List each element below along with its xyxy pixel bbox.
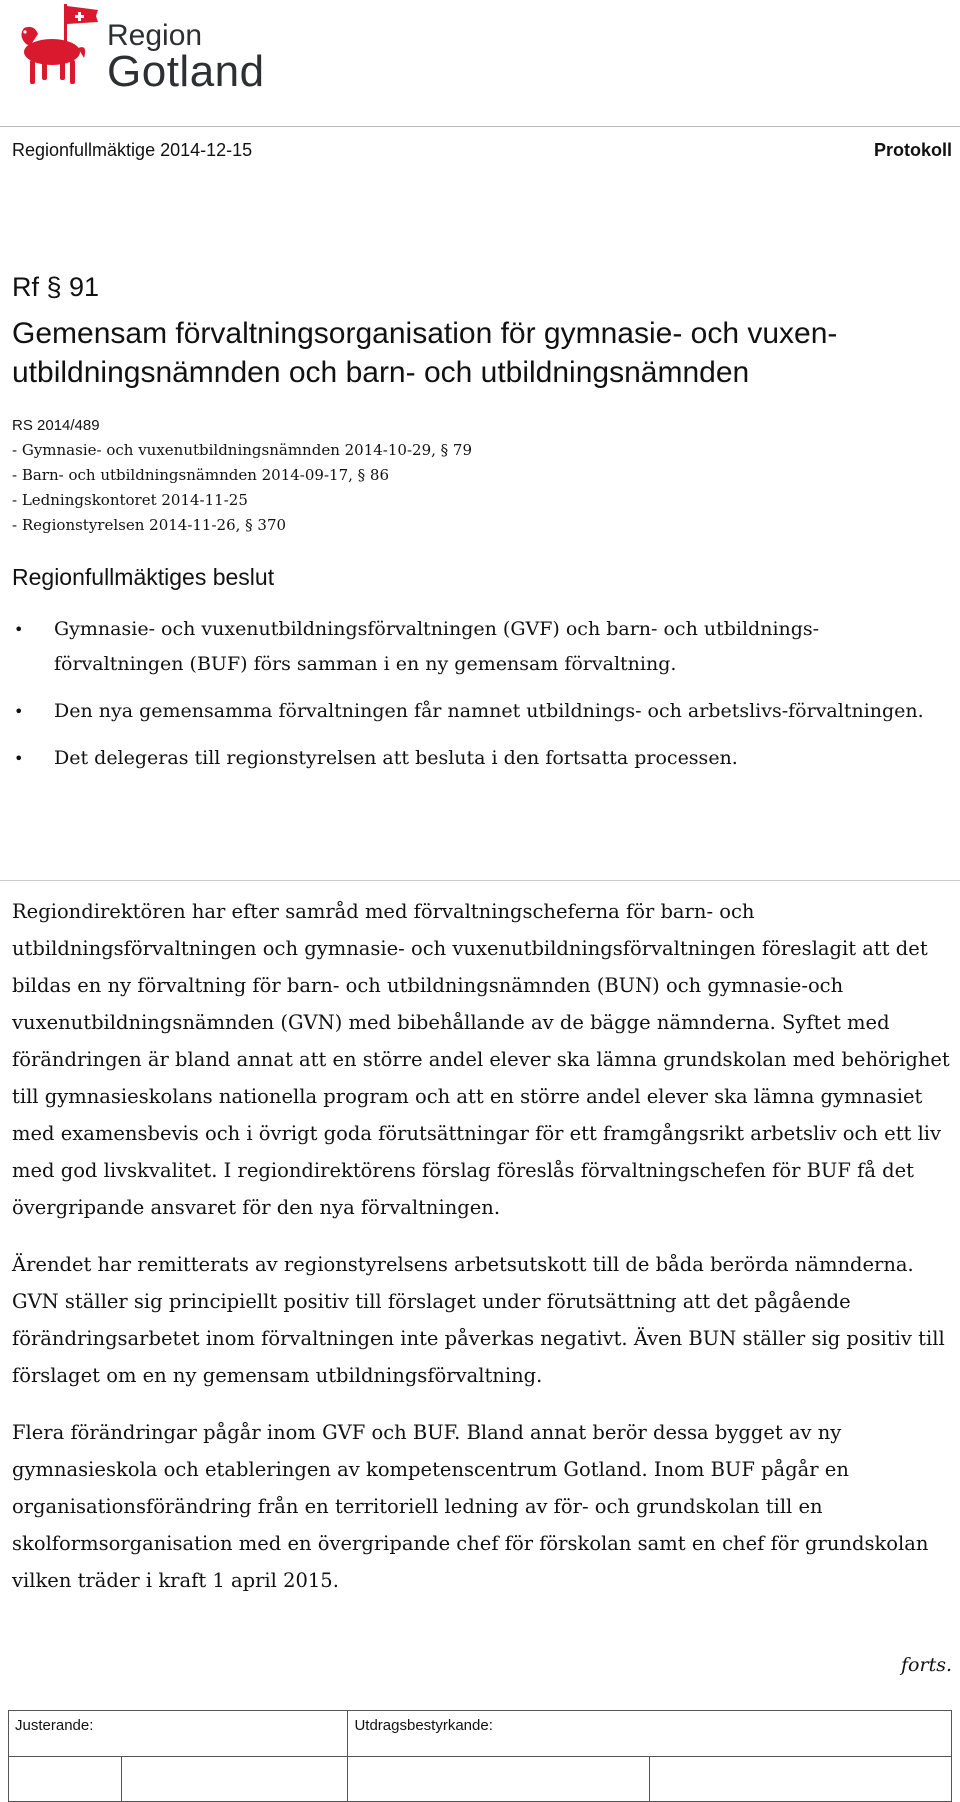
decision-list <box>12 612 942 788</box>
signature-cell <box>650 1757 952 1802</box>
decision-text: Det delegeras till regionstyrelsen att besluta i den fortsatta processen. <box>54 747 738 769</box>
bullet-icon: • <box>14 749 24 768</box>
decision-item <box>12 612 942 682</box>
gotland-ram-emblem-icon <box>12 0 102 90</box>
decision-text: Den nya gemensamma förvaltningen får namnet utbildnings- och arbetslivs-förvaltningen. <box>54 700 924 722</box>
body-text <box>12 893 952 1619</box>
utdrag-cell <box>348 1711 952 1757</box>
reference-item: - Ledningskontoret 2014-11-25 <box>12 491 248 509</box>
meeting-date: Regionfullmäktige 2014-12-15 <box>12 140 253 160</box>
paragraph: Ärendet har remitterats av regionstyrelsens arbetsutskott till de båda berörda nämnderna. GVN ställer sig principiellt positiv till förslaget under förutsättning att det pågående förändringsarbetet inom förvaltningen inte påverkas negativt. Även BUN ställer sig positiv till förslaget om en ny gemensam utbildningsförvaltning. <box>12 1253 945 1387</box>
reference-item: - Barn- och utbildningsnämnden 2014-09-17, § 86 <box>12 466 390 484</box>
bullet-icon: • <box>14 620 24 639</box>
reference-item: - Gymnasie- och vuxenutbildningsnämnden 2014-10-29, § 79 <box>12 441 472 459</box>
references-block <box>12 413 472 538</box>
logo-line-1: Region <box>107 19 203 52</box>
section-divider <box>0 880 960 881</box>
signature-cell <box>348 1757 650 1802</box>
decision-item <box>12 694 942 729</box>
logo-wordmark <box>107 19 265 96</box>
document-type: Protokoll <box>873 140 952 160</box>
decision-item <box>12 741 942 776</box>
justerande-cell <box>9 1711 348 1757</box>
signature-cell <box>9 1757 122 1802</box>
logo-line-2: Gotland <box>107 46 265 96</box>
decision-heading: Regionfullmäktiges beslut <box>12 564 275 590</box>
case-number: RS 2014/489 <box>12 417 100 434</box>
signature-table <box>8 1710 952 1802</box>
signature-footer <box>8 1710 952 1802</box>
region-gotland-logo <box>12 0 265 96</box>
utdrag-label: Utdragsbestyrkande: <box>354 1717 493 1734</box>
paragraph: Regiondirektören har efter samråd med förvaltningscheferna för barn- och utbildningsförvaltningen och gymnasie- och vuxenutbildningsförvaltningen föreslagit att det bildas en ny förvaltning för barn- och utbildningsnämnden (BUN) och gymnasie-och vuxenutbildningsnämnden (GVN) med bibehållande av de bägge nämnderna. Syftet med förändringen är bland annat att en större andel elever ska lämna grundskolan med behörighet till gymnasieskolans nationella program och att en större andel elever ska lämna gymnasiet med examensbevis och i övrigt goda förutsättningar för ett framgångsrikt arbetsliv och ett liv med god livskvalitet. I regiondirektörens förslag föreslås förvaltningschefen för BUF få det övergripande ansvaret för den nya förvaltningen. <box>12 900 950 1219</box>
paragraph: Flera förändringar pågår inom GVF och BUF. Bland annat berör dessa bygget av ny gymnasieskola och etableringen av kompetenscentrum Gotland. Inom BUF pågår en organisationsförändring från en territoriell ledning av för- och grundskolan till en skolformsorganisation med en övergripande chef för förskolan samt en chef för grundskolan vilken träder i kraft 1 april 2015. <box>12 1421 929 1592</box>
decision-text: Gymnasie- och vuxenutbildningsförvaltningen (GVF) och barn- och utbildnings-förvaltningen (BUF) förs samman i en ny gemensam förvaltning. <box>54 618 820 675</box>
bullet-icon: • <box>14 702 24 721</box>
signature-cell <box>122 1757 348 1802</box>
page-title: Gemensam förvaltningsorganisation för gymnasie- och vuxen-utbildningsnämnden och barn- och utbildningsnämnden <box>12 317 838 389</box>
continued-note: forts. <box>901 1654 952 1676</box>
justerande-label: Justerande: <box>15 1717 94 1734</box>
section-number: Rf § 91 <box>12 272 100 302</box>
reference-item: - Regionstyrelsen 2014-11-26, § 370 <box>12 516 287 534</box>
header-divider <box>0 126 960 127</box>
